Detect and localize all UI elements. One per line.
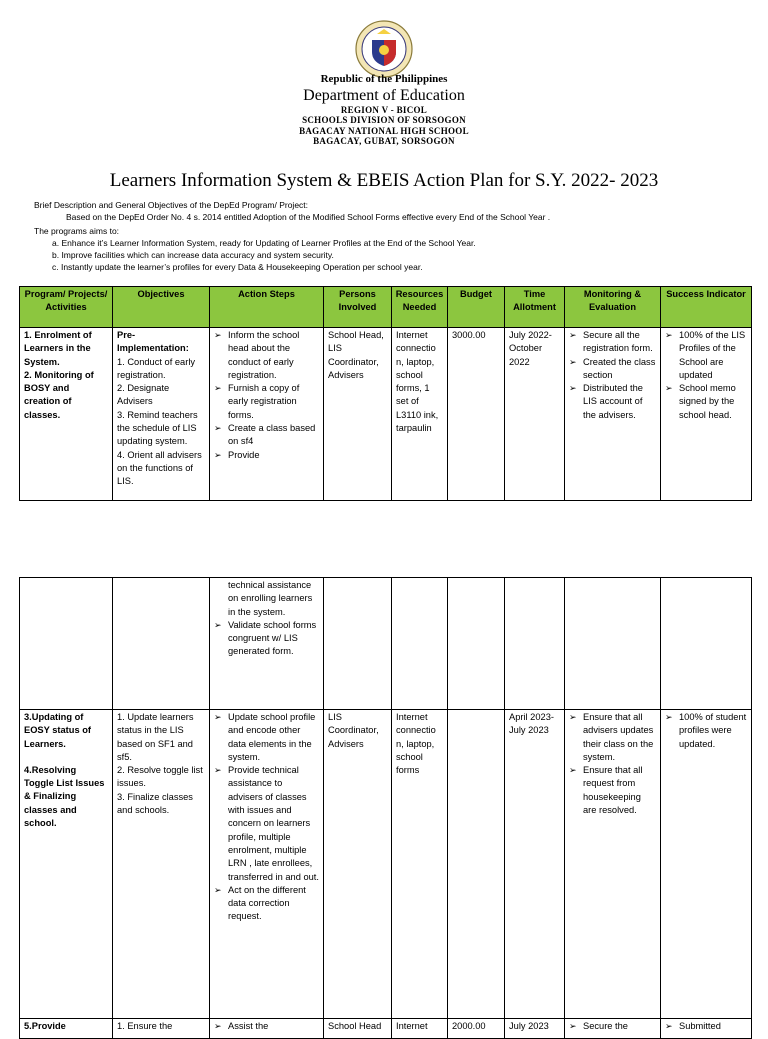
list-item bbox=[665, 382, 747, 422]
persons-cell bbox=[324, 578, 392, 710]
table-row bbox=[20, 1019, 752, 1039]
header-success: Success Indicator bbox=[661, 287, 752, 328]
action-steps-cell bbox=[210, 1019, 324, 1039]
header-budget: Budget bbox=[448, 287, 505, 328]
monitoring-cell bbox=[565, 710, 661, 1019]
division-line: SCHOOLS DIVISION OF SORSOGON bbox=[302, 115, 466, 125]
success-item: School memo signed by the school head. bbox=[679, 383, 736, 420]
list-item bbox=[214, 329, 319, 382]
list-item bbox=[214, 619, 319, 659]
action-step: Update school profile and encode other data elements in the system. bbox=[228, 712, 316, 762]
resources-cell: Internet bbox=[392, 1019, 448, 1039]
list-item bbox=[569, 329, 656, 356]
aim-item: b. Improve facilities which can increase data accuracy and system security. bbox=[52, 250, 334, 260]
arrow-bullet-icon: ➢ bbox=[569, 383, 577, 394]
header-monitoring: Monitoring & Evaluation bbox=[565, 287, 661, 328]
resources-cell bbox=[392, 578, 448, 710]
table-row bbox=[20, 578, 752, 710]
monitoring-item: Created the class section bbox=[583, 356, 656, 380]
monitoring-item: Secure the bbox=[583, 1021, 628, 1031]
program-cell bbox=[20, 710, 113, 1019]
list-item bbox=[214, 764, 319, 884]
action-plan-table bbox=[19, 286, 752, 501]
header-time: Time Allotment bbox=[505, 287, 565, 328]
list-item bbox=[569, 382, 656, 422]
objectives-heading: Pre- Implementation: bbox=[117, 330, 189, 354]
list-item bbox=[569, 711, 656, 764]
list-item bbox=[214, 449, 319, 462]
success-cell bbox=[661, 578, 752, 710]
objective-item: 1. Update learners status in the LIS based on SF1 and sf5. bbox=[117, 712, 194, 762]
time-cell: July 2022- October 2022 bbox=[505, 328, 565, 501]
action-step: Provide technical assistance to advisers of classes with issues and concern on learners profile, multiple enrolment, multiple LRN , late enrollees, transferred in and out. bbox=[228, 765, 319, 882]
arrow-bullet-icon: ➢ bbox=[214, 449, 222, 460]
objectives-cell bbox=[113, 328, 210, 501]
list-item bbox=[214, 422, 319, 449]
program-item: 4.Resolving Toggle List Issues & Finalizing classes and school. bbox=[24, 764, 105, 829]
list-item bbox=[214, 711, 319, 764]
budget-cell: 2000.00 bbox=[448, 1019, 505, 1039]
header-action-steps: Action Steps bbox=[210, 287, 324, 328]
resources-cell: Internet connectio n, laptop, school forms bbox=[392, 710, 448, 1019]
objective-item: 2. Designate Advisers bbox=[117, 383, 170, 407]
monitoring-cell bbox=[565, 578, 661, 710]
success-cell bbox=[661, 1019, 752, 1039]
table-header-row bbox=[20, 287, 752, 328]
action-step: Create a class based on sf4 bbox=[228, 423, 316, 447]
description-basis: Based on the DepEd Order No. 4 s. 2014 entitled Adoption of the Modified School Forms effective every End of the School Year . bbox=[66, 212, 551, 222]
monitoring-item: Secure all the registration form. bbox=[583, 330, 653, 354]
department-name: Department of Education bbox=[303, 87, 465, 104]
monitoring-item: Ensure that all advisers updates their class on the system. bbox=[583, 712, 654, 762]
arrow-bullet-icon: ➢ bbox=[569, 712, 577, 722]
list-item bbox=[214, 884, 319, 924]
success-cell bbox=[661, 710, 752, 1019]
action-step: Validate school forms congruent w/ LIS generated form. bbox=[228, 619, 317, 657]
arrow-bullet-icon: ➢ bbox=[569, 1021, 577, 1031]
arrow-bullet-icon: ➢ bbox=[665, 712, 673, 722]
objective-item: 1. Conduct of early registration. bbox=[117, 356, 196, 380]
program-cell: 5.Provide bbox=[20, 1019, 113, 1039]
action-step: Furnish a copy of early registration forms. bbox=[228, 383, 300, 420]
school-address: BAGACAY, GUBAT, SORSOGON bbox=[313, 136, 455, 146]
action-step: Act on the different data correction request. bbox=[228, 884, 306, 922]
arrow-bullet-icon: ➢ bbox=[214, 423, 222, 434]
action-steps-cell bbox=[210, 710, 324, 1019]
monitoring-cell bbox=[565, 328, 661, 501]
program-item: 2. Monitoring of BOSY and creation of classes. bbox=[24, 369, 94, 420]
table-row bbox=[20, 710, 752, 1019]
list-item bbox=[665, 329, 747, 382]
region-line: REGION V - BICOL bbox=[340, 105, 428, 115]
list-item bbox=[214, 382, 319, 422]
arrow-bullet-icon: ➢ bbox=[569, 356, 577, 367]
arrow-bullet-icon: ➢ bbox=[214, 712, 222, 722]
monitoring-item: Distributed the LIS account of the advisers. bbox=[583, 383, 643, 420]
objective-item: 2. Resolve toggle list issues. bbox=[117, 765, 203, 789]
persons-cell: School Head bbox=[324, 1019, 392, 1039]
action-step-continued: technical assistance on enrolling learners in the system. bbox=[228, 580, 313, 617]
time-cell: April 2023- July 2023 bbox=[505, 710, 565, 1019]
time-cell bbox=[505, 578, 565, 710]
objective-item: 3. Finalize classes and schools. bbox=[117, 791, 193, 816]
objectives-cell bbox=[113, 578, 210, 710]
monitoring-cell bbox=[565, 1019, 661, 1039]
header-resources: Resources Needed bbox=[392, 287, 448, 328]
header-objectives: Objectives bbox=[113, 287, 210, 328]
header-persons: Persons Involved bbox=[324, 287, 392, 328]
objectives-cell: 1. Ensure the bbox=[113, 1019, 210, 1039]
list-item bbox=[214, 1020, 319, 1033]
aim-item: a. Enhance it’s Learner Information System, ready for Updating of Learner Profiles at the End of the School Year. bbox=[52, 238, 476, 248]
list-item bbox=[569, 1020, 656, 1033]
arrow-bullet-icon: ➢ bbox=[214, 619, 222, 630]
arrow-bullet-icon: ➢ bbox=[569, 765, 577, 776]
budget-cell: 3000.00 bbox=[448, 328, 505, 501]
objective-item: 4. Orient all advisers on the functions of LIS. bbox=[117, 449, 202, 487]
persons-cell: LIS Coordinator, Advisers bbox=[324, 710, 392, 1019]
school-name: BAGACAY NATIONAL HIGH SCHOOL bbox=[299, 126, 469, 136]
list-item bbox=[665, 1020, 747, 1033]
action-step: Assist the bbox=[228, 1021, 269, 1031]
arrow-bullet-icon: ➢ bbox=[214, 330, 222, 340]
persons-cell: School Head, LIS Coordinator, Advisers bbox=[324, 328, 392, 501]
success-item: 100% of the LIS Profiles of the School are updated bbox=[679, 330, 746, 380]
objectives-cell bbox=[113, 710, 210, 1019]
arrow-bullet-icon: ➢ bbox=[214, 765, 222, 776]
header-program: Program/ Projects/ Activities bbox=[20, 287, 113, 328]
budget-cell bbox=[448, 710, 505, 1019]
arrow-bullet-icon: ➢ bbox=[665, 330, 673, 340]
action-step: Provide bbox=[228, 449, 260, 460]
description-heading: Brief Description and General Objectives of the DepEd Program/ Project: bbox=[34, 200, 309, 210]
success-item: 100% of student profiles were updated. bbox=[679, 712, 747, 749]
list-item bbox=[569, 764, 656, 817]
objective-item: 3. Remind teachers the schedule of LIS updating system. bbox=[117, 409, 198, 447]
program-item: 1. Enrolment of Learners in the System. bbox=[24, 330, 92, 367]
success-item: Submitted bbox=[679, 1021, 721, 1031]
deped-seal-logo bbox=[355, 20, 413, 78]
budget-cell bbox=[448, 578, 505, 710]
arrow-bullet-icon: ➢ bbox=[665, 383, 673, 394]
action-steps-cell bbox=[210, 578, 324, 710]
program-item: 3.Updating of EOSY status of Learners. bbox=[24, 712, 91, 749]
resources-cell: Internet connectio n, laptop, school forms, 1 set of L3110 ink, tarpaulin bbox=[392, 328, 448, 501]
program-cell bbox=[20, 328, 113, 501]
action-steps-cell bbox=[210, 328, 324, 501]
list-item bbox=[665, 711, 747, 751]
aims-heading: The programs aims to: bbox=[34, 226, 120, 236]
arrow-bullet-icon: ➢ bbox=[214, 1021, 222, 1031]
republic-line: Republic of the Philippines bbox=[320, 73, 448, 85]
arrow-bullet-icon: ➢ bbox=[569, 330, 577, 340]
aim-item: c. Instantly update the learner’s profiles for every Data & Housekeeping Operation per school year. bbox=[52, 262, 423, 272]
monitoring-item: Ensure that all request from housekeeping are resolved. bbox=[583, 765, 643, 816]
action-step: Inform the school head about the conduct of early registration. bbox=[228, 330, 300, 380]
arrow-bullet-icon: ➢ bbox=[665, 1021, 673, 1031]
program-cell bbox=[20, 578, 113, 710]
arrow-bullet-icon: ➢ bbox=[214, 884, 222, 895]
document-title: Learners Information System & EBEIS Action Plan for S.Y. 2022- 2023 bbox=[109, 170, 659, 191]
table-row bbox=[20, 328, 752, 501]
action-plan-table-continued bbox=[19, 577, 752, 1039]
list-item bbox=[569, 356, 656, 383]
time-cell: July 2023 bbox=[505, 1019, 565, 1039]
success-cell bbox=[661, 328, 752, 501]
arrow-bullet-icon: ➢ bbox=[214, 383, 222, 394]
